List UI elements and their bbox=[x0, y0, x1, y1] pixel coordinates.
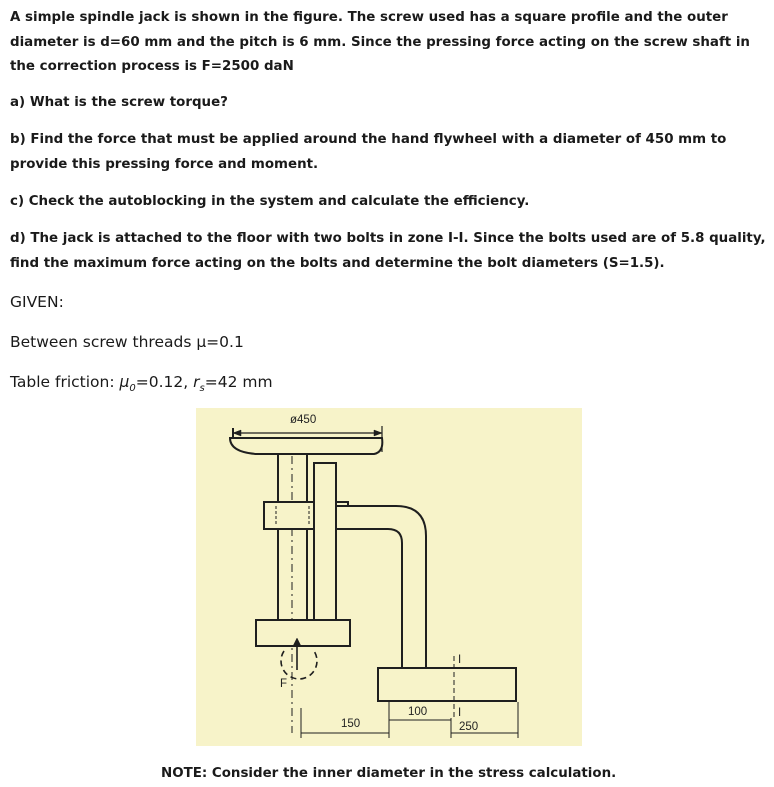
dim-150-label: 150 bbox=[341, 718, 361, 730]
mu0-subscript: 0 bbox=[129, 383, 136, 395]
frame-arm bbox=[336, 506, 426, 676]
dim-450-arrow-right bbox=[374, 430, 382, 436]
rs-symbol: r bbox=[193, 373, 200, 391]
question-b: b) Find the force that must be applied around the hand flywheel with a diameter of 450 mm to provide this pressing force and moment. bbox=[10, 132, 727, 172]
mu0-value: =0.12, bbox=[135, 373, 194, 391]
force-label: F bbox=[280, 678, 288, 690]
question-c: c) Check the autoblocking in the system and calculate the efficiency. bbox=[10, 194, 530, 209]
spindle-jack-figure bbox=[196, 408, 582, 746]
table-friction bbox=[10, 370, 273, 401]
frame-column-left bbox=[314, 463, 336, 639]
problem-intro: A simple spindle jack is shown in the figure. The screw used has a square profile and the outer diameter is d=60 mm and the pitch is 6 mm. Since the pressing force acting on the screw shaft in the correction process is F=2500 daN bbox=[10, 10, 750, 74]
rs-value: =42 mm bbox=[204, 373, 273, 391]
workpiece-arc bbox=[281, 651, 317, 679]
dim-handwheel-label: ø450 bbox=[290, 414, 317, 426]
section-label-bottom: I bbox=[458, 707, 462, 719]
handwheel bbox=[230, 438, 382, 454]
mu0-symbol: μ bbox=[119, 373, 130, 391]
table-friction-prefix: Table friction: bbox=[10, 373, 120, 391]
question-d: d) The jack is attached to the floor with two bolts in zone I-I. Since the bolts used are of 5.8 quality, find the maximum force acting on the bolts and determine the bolt diameters (S=1.5). bbox=[10, 231, 766, 271]
dim-250-label: 250 bbox=[459, 721, 479, 733]
section-label-top: I bbox=[458, 654, 462, 666]
note-text: NOTE: Consider the inner diameter in the stress calculation. bbox=[161, 766, 617, 781]
dim-450-arrow-left bbox=[233, 430, 241, 436]
table-plate bbox=[256, 620, 350, 646]
base-plate bbox=[378, 668, 516, 701]
given-heading: GIVEN: bbox=[10, 293, 64, 311]
jack-drawing bbox=[196, 408, 582, 746]
dim-100-label: 100 bbox=[408, 706, 428, 718]
thread-friction: Between screw threads μ=0.1 bbox=[10, 333, 244, 351]
question-a: a) What is the screw torque? bbox=[10, 95, 228, 110]
rs-subscript: s bbox=[199, 383, 205, 395]
